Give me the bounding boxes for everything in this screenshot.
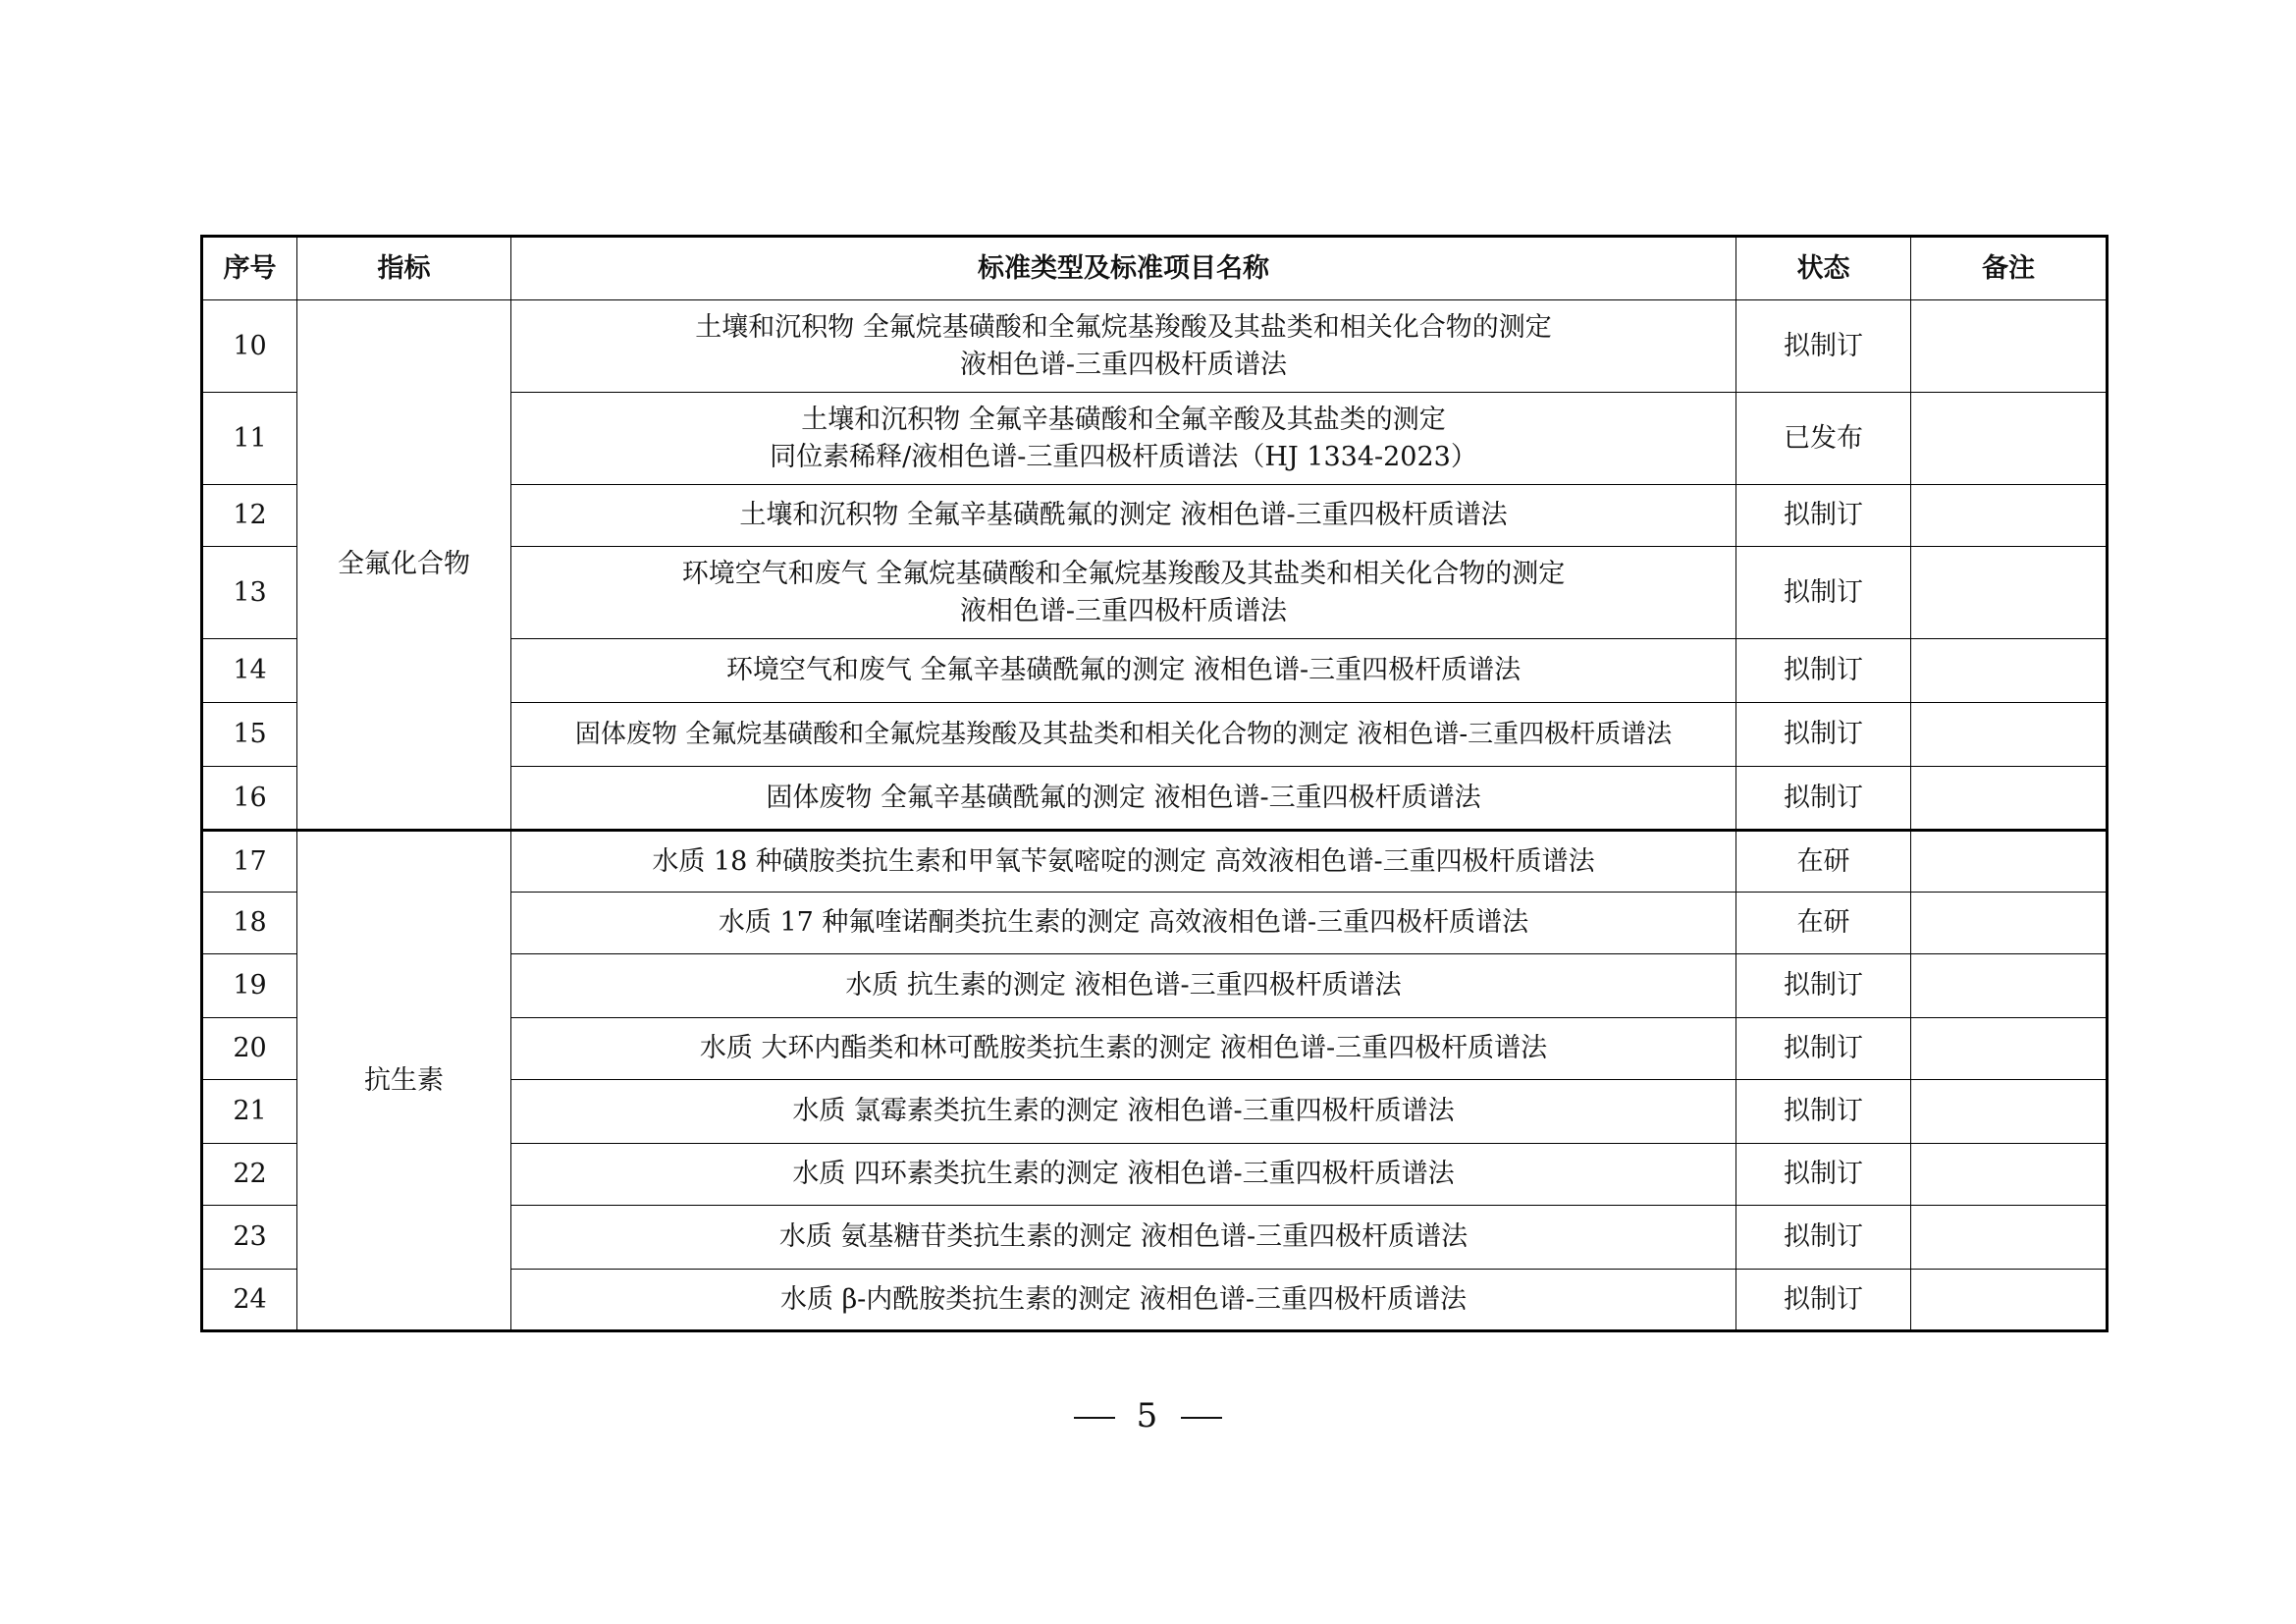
standard-name-line: 液相色谱-三重四极杆质谱法 — [959, 349, 1288, 380]
standard-name — [511, 300, 1736, 393]
row-number: 21 — [202, 1080, 297, 1144]
standard-name-line: 固体废物 全氟烷基磺酸和全氟烷基羧酸及其盐类和相关化合物的测定 液相色谱-三重四极杆质谱法 — [574, 720, 1673, 749]
page-number: 5 — [1136, 1396, 1160, 1435]
standard-name-line: 水质 18 种磺胺类抗生素和甲氧苄氨嘧啶的测定 高效液相色谱-三重四极杆质谱法 — [652, 845, 1595, 877]
header-serial-number: 序号 — [202, 237, 297, 300]
standard-name — [511, 1018, 1736, 1080]
header-status: 状态 — [1736, 237, 1911, 300]
standard-name-line: 环境空气和废气 全氟烷基磺酸和全氟烷基羧酸及其盐类和相关化合物的测定 — [681, 558, 1566, 589]
standard-name — [511, 1144, 1736, 1206]
standard-name — [511, 1270, 1736, 1331]
row-number: 10 — [202, 300, 297, 393]
status: 拟制订 — [1736, 767, 1911, 831]
header-indicator: 指标 — [297, 237, 511, 300]
row-number: 11 — [202, 393, 297, 485]
row-number: 20 — [202, 1018, 297, 1080]
right-dash — [1181, 1417, 1222, 1419]
standard-name — [511, 485, 1736, 547]
remark — [1911, 1206, 2108, 1270]
status: 拟制订 — [1736, 1018, 1911, 1080]
remark — [1911, 393, 2108, 485]
standard-name-line: 土壤和沉积物 全氟烷基磺酸和全氟烷基羧酸及其盐类和相关化合物的测定 — [695, 311, 1552, 343]
table-row — [202, 831, 2108, 893]
remark — [1911, 485, 2108, 547]
standard-name-line: 土壤和沉积物 全氟辛基磺酸和全氟辛酸及其盐类的测定 — [801, 404, 1446, 435]
status: 在研 — [1736, 893, 1911, 954]
standard-name — [511, 767, 1736, 831]
row-number: 15 — [202, 703, 297, 767]
standard-name-line: 水质 17 种氟喹诺酮类抗生素的测定 高效液相色谱-三重四极杆质谱法 — [718, 907, 1529, 938]
standard-name — [511, 1080, 1736, 1144]
standard-name-line: 同位素稀释/液相色谱-三重四极杆质谱法（HJ 1334-2023） — [770, 441, 1477, 472]
status: 拟制订 — [1736, 703, 1911, 767]
remark — [1911, 767, 2108, 831]
row-number: 23 — [202, 1206, 297, 1270]
row-number: 17 — [202, 831, 297, 893]
remark — [1911, 831, 2108, 893]
standard-name-line: 液相色谱-三重四极杆质谱法 — [959, 595, 1288, 626]
remark — [1911, 703, 2108, 767]
remark — [1911, 1144, 2108, 1206]
remark — [1911, 300, 2108, 393]
remark — [1911, 639, 2108, 703]
header-remark: 备注 — [1911, 237, 2108, 300]
standard-name — [511, 831, 1736, 893]
row-number: 22 — [202, 1144, 297, 1206]
standard-name-line: 固体废物 全氟辛基磺酰氟的测定 液相色谱-三重四极杆质谱法 — [766, 782, 1481, 813]
status: 已发布 — [1736, 393, 1911, 485]
standard-name — [511, 954, 1736, 1018]
remark — [1911, 1080, 2108, 1144]
remark — [1911, 893, 2108, 954]
status: 在研 — [1736, 831, 1911, 893]
status: 拟制订 — [1736, 954, 1911, 1018]
left-dash — [1074, 1417, 1115, 1419]
row-number: 13 — [202, 547, 297, 639]
standard-name-line: 水质 抗生素的测定 液相色谱-三重四极杆质谱法 — [845, 970, 1402, 1001]
status: 拟制订 — [1736, 547, 1911, 639]
standard-name — [511, 1206, 1736, 1270]
remark — [1911, 954, 2108, 1018]
standard-name-line: 水质 氯霉素类抗生素的测定 液相色谱-三重四极杆质谱法 — [792, 1096, 1455, 1126]
status: 拟制订 — [1736, 300, 1911, 393]
status: 拟制订 — [1736, 1270, 1911, 1331]
standard-name-line: 水质 β-内酰胺类抗生素的测定 液相色谱-三重四极杆质谱法 — [779, 1283, 1468, 1315]
table-header-row — [202, 237, 2108, 300]
row-number: 24 — [202, 1270, 297, 1331]
status: 拟制订 — [1736, 1206, 1911, 1270]
standard-name-line: 水质 大环内酯类和林可酰胺类抗生素的测定 液相色谱-三重四极杆质谱法 — [699, 1033, 1548, 1063]
standard-name — [511, 393, 1736, 485]
indicator-group-antibiotics: 抗生素 — [297, 831, 511, 1331]
status: 拟制订 — [1736, 639, 1911, 703]
status: 拟制订 — [1736, 1080, 1911, 1144]
standard-name — [511, 893, 1736, 954]
standard-name — [511, 547, 1736, 639]
page-number-footer — [0, 1396, 2296, 1435]
standard-name-line: 环境空气和废气 全氟辛基磺酰氟的测定 液相色谱-三重四极杆质谱法 — [725, 655, 1522, 685]
standards-table — [200, 235, 2109, 1332]
header-standard-name: 标准类型及标准项目名称 — [511, 237, 1736, 300]
standard-name — [511, 639, 1736, 703]
row-number: 16 — [202, 767, 297, 831]
status: 拟制订 — [1736, 1144, 1911, 1206]
remark — [1911, 547, 2108, 639]
remark — [1911, 1270, 2108, 1331]
indicator-group-pfas: 全氟化合物 — [297, 300, 511, 831]
remark — [1911, 1018, 2108, 1080]
row-number: 14 — [202, 639, 297, 703]
table-row — [202, 300, 2108, 393]
row-number: 19 — [202, 954, 297, 1018]
standard-name-line: 水质 氨基糖苷类抗生素的测定 液相色谱-三重四极杆质谱法 — [778, 1221, 1468, 1252]
row-number: 12 — [202, 485, 297, 547]
row-number: 18 — [202, 893, 297, 954]
standard-name-line: 土壤和沉积物 全氟辛基磺酰氟的测定 液相色谱-三重四极杆质谱法 — [739, 500, 1508, 530]
standard-name-line: 水质 四环素类抗生素的测定 液相色谱-三重四极杆质谱法 — [792, 1159, 1455, 1189]
status: 拟制订 — [1736, 485, 1911, 547]
standard-name — [511, 703, 1736, 767]
